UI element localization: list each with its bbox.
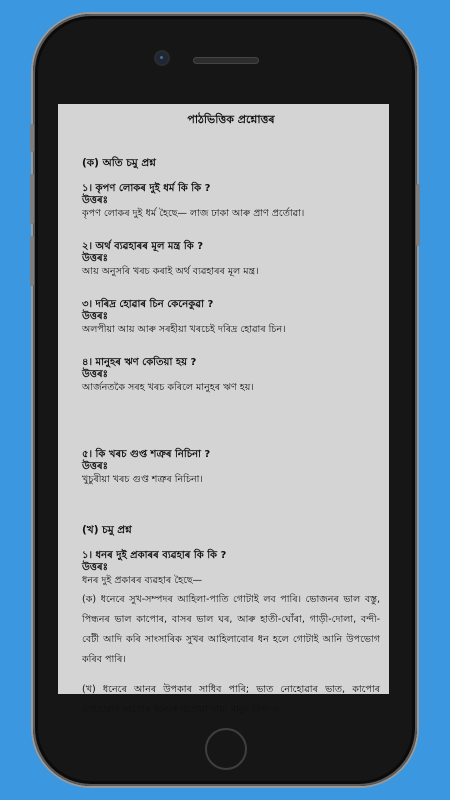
answer-label: উত্তৰঃ (82, 195, 108, 206)
answer: খুচুৰীয়া খৰচ গুপ্ত শত্ৰুৰ নিচিনা। (82, 474, 203, 485)
answer-label: উত্তৰঃ (82, 253, 108, 264)
question: ৩। দৰিদ্ৰ হোৱাৰ চিন কেনেকুৱা ? (82, 299, 214, 310)
answer-label: উত্তৰঃ (82, 562, 108, 573)
answer: অলপীয়া আয় আৰু সৰহীয়া খৰচেই দৰিদ্ৰ হোৱাৰ চিন। (82, 324, 286, 335)
volume-up-button (30, 174, 34, 224)
earpiece-speaker (193, 57, 259, 64)
qa-item-2 (82, 240, 380, 278)
answer-paragraph-2: (খ) ধনেৰে আনৰ উপকাৰ সাধিব পাৰি; ভাত নোহোৱাৰ ভাত, কাপোৰ নোহোৱাৰ কাপোৰ ধনেৰে যতোৱা যায়, মানুহ বিপদত (82, 684, 380, 715)
screen[interactable] (58, 104, 389, 715)
qa-item-1 (82, 182, 380, 220)
answer-label: উত্তৰঃ (82, 369, 108, 380)
section-b-heading: (খ) চমু প্ৰশ্ন (82, 524, 132, 536)
question: ২। অৰ্থ ব্যৱহাৰৰ মূল মন্ত্ৰ কি ? (82, 241, 203, 252)
qa-item-3 (82, 298, 380, 336)
qa-item-5 (82, 448, 380, 486)
answer: আয় অনুসৰি খৰচ কৰাই অৰ্থ ব্যৱহাৰৰ মূল মন্ত্ৰ। (82, 266, 259, 277)
answer-intro: ধনৰ দুই প্ৰকাৰৰ ব্যৱহাৰ হৈছে— (82, 575, 203, 586)
answer: কৃপণ লোকৰ দুই ধৰ্ম হৈছে— লাজ ঢাকা আৰু প্ৰাণ প্ৰৰ্তোৱা। (82, 208, 305, 219)
answer-paragraph-1: (ক) ধনেৰে সুখ-সম্পদৰ আহিলা-পাতি গোটাই লব পাৰি। ভোজনৰ ভাল বস্তু, পিন্ধনৰ ভাল কাপোৰ, বাসৰ ভাল ঘৰ, আৰু হাতী-ঘোঁৰা, গাড়ী-দোলা, বন্দী-বেটী আদি কৰি সাংসাৰিক সুখৰ আহিলাবোৰ ধন হলে গোটাই আনি উপভোগ কৰিব পাৰি। (82, 594, 380, 665)
question: ১। ধনৰ দুই প্ৰকাৰৰ ব্যৱহাৰ কি কি ? (82, 550, 227, 561)
question: ১। কৃপণ লোকৰ দুই ধৰ্ম কি কি ? (82, 183, 211, 194)
answer-label: উত্তৰঃ (82, 311, 108, 322)
qa-item-4 (82, 356, 380, 394)
question: ৪। মানুহৰ ঋণ কেতিয়া হয় ? (82, 357, 197, 368)
answer: আৰ্জনতকৈ সৰহ খৰচ কৰিলে মানুহৰ ঋণ হয়। (82, 382, 254, 393)
home-button[interactable] (205, 728, 247, 770)
qa-item-b1 (82, 549, 380, 720)
front-camera-icon (156, 52, 168, 64)
section-a-heading: (ক) অতি চমু প্ৰশ্ন (82, 157, 156, 169)
mute-switch (30, 124, 34, 152)
question: ৫। কি খৰচ গুপ্ত শত্ৰুৰ নিচিনা ? (82, 449, 211, 460)
power-button (416, 184, 420, 246)
page-title: পাঠভিত্তিক প্ৰশ্নোত্তৰ (187, 113, 275, 126)
answer-label: উত্তৰঃ (82, 461, 108, 472)
article-content (58, 111, 389, 720)
volume-down-button (30, 236, 34, 286)
